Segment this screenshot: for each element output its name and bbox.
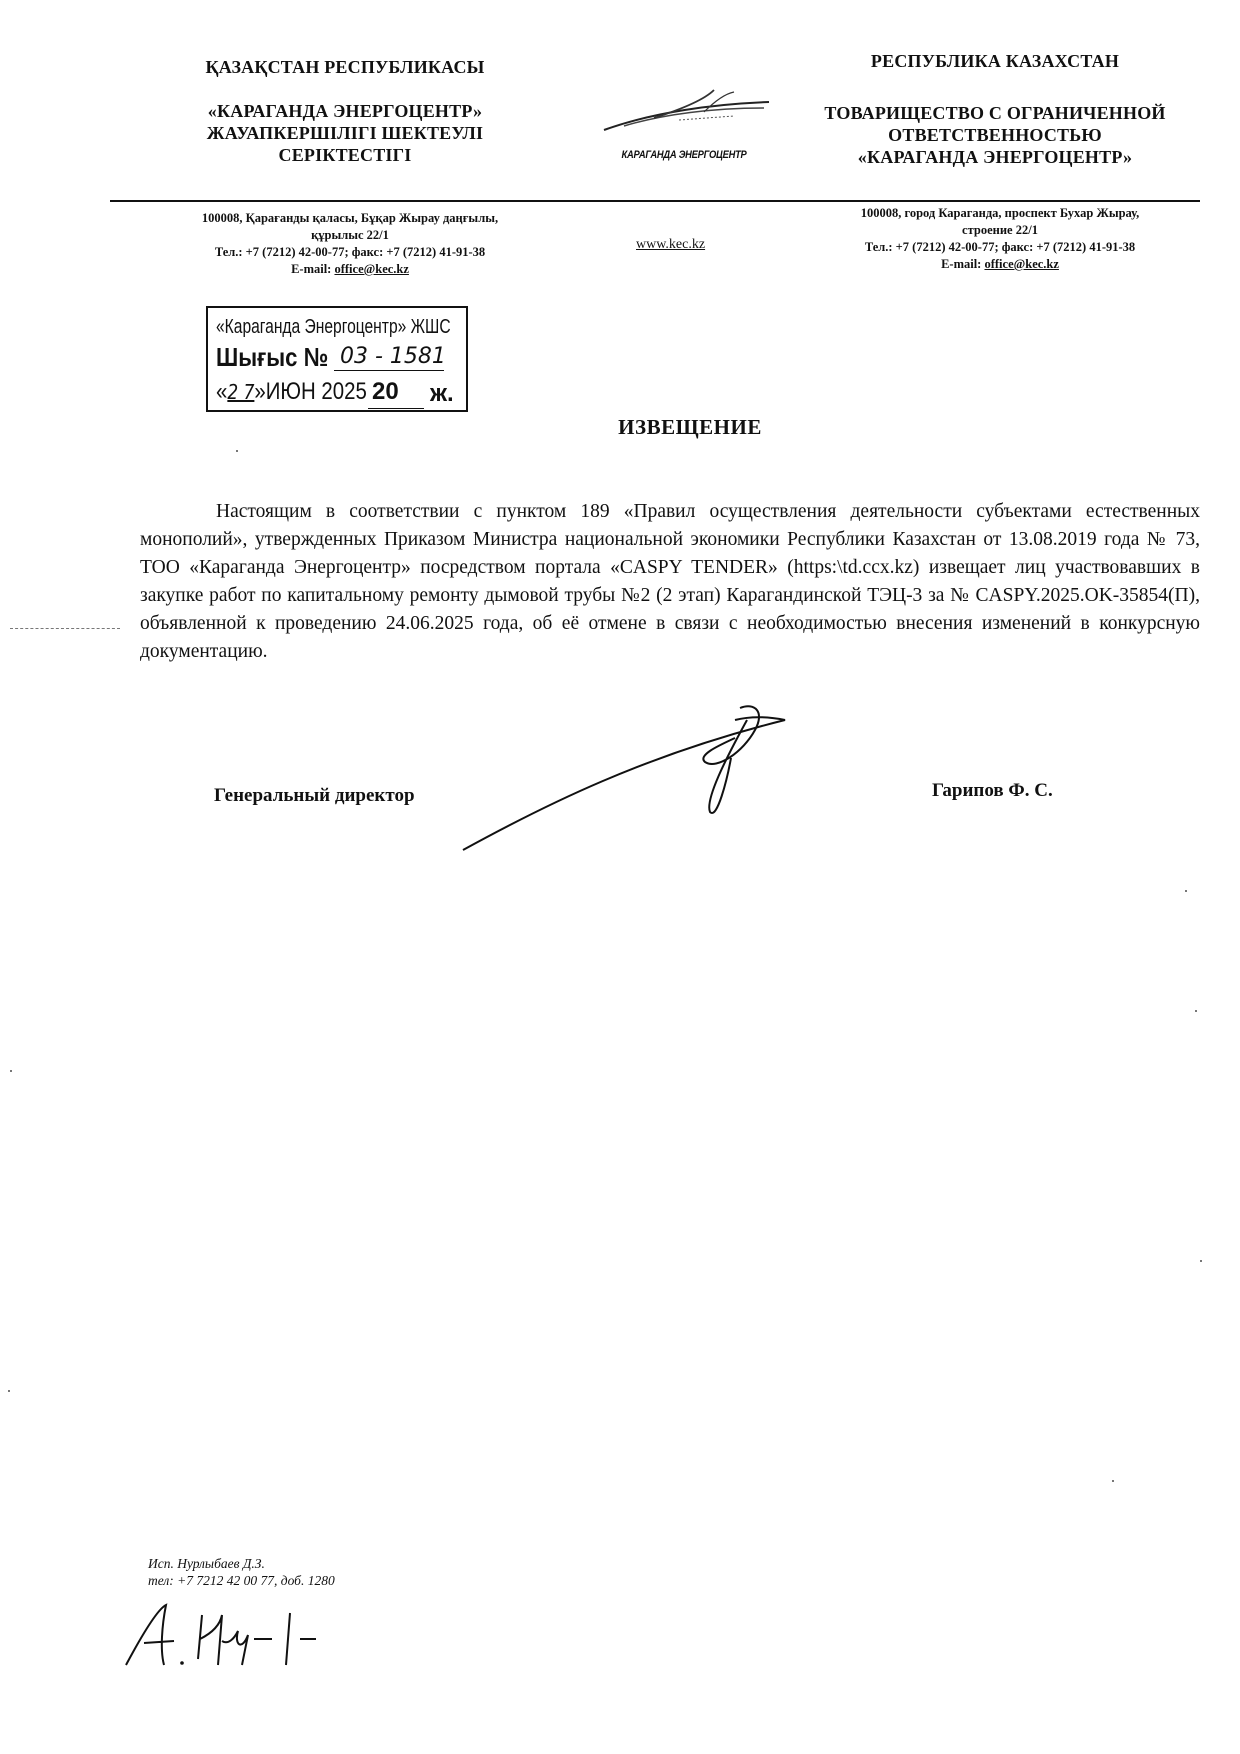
logo-swoosh-icon	[584, 82, 784, 144]
document-title: ИЗВЕЩЕНИЕ	[618, 415, 762, 439]
header-left-country: ҚАЗАҚСТАН РЕСПУБЛИКАСЫ	[205, 57, 485, 77]
executor-name: Исп. Нурлыбаев Д.З.	[148, 1556, 265, 1571]
address-left-building: құрылыс 22/1	[311, 228, 389, 242]
address-right-email-line: E-mail: office@kec.kz	[941, 257, 1059, 271]
scan-artifact	[1200, 1260, 1202, 1262]
address-left-email-line: E-mail: office@kec.kz	[291, 262, 409, 276]
scan-artifact	[1112, 1480, 1114, 1482]
scan-artifact	[236, 450, 238, 452]
header-left-form1: ЖАУАПКЕРШІЛІГІ ШЕКТЕУЛІ	[206, 123, 484, 143]
scan-artifact	[1195, 1010, 1197, 1012]
stamp-company: «Караганда Энергоцентр» ЖШС	[216, 316, 451, 338]
website-link[interactable]: www.kec.kz	[636, 237, 706, 252]
stamp-year-prefix: 20	[372, 378, 399, 405]
stamp-month: ИЮН 2025	[265, 378, 367, 405]
director-signature-icon	[455, 700, 815, 860]
address-right-building: строение 22/1	[962, 223, 1038, 237]
stamp-outgoing-number: 03 - 1581	[340, 344, 446, 369]
outgoing-stamp	[206, 306, 468, 412]
address-left-phone: Тел.: +7 (7212) 42-00-77; факс: +7 (7212) 41-91-38	[214, 245, 486, 259]
header-left-form2: СЕРІКТЕСТІГІ	[278, 145, 412, 165]
scan-artifact	[1185, 890, 1187, 892]
header-right	[780, 50, 1210, 168]
address-right-email[interactable]: office@kec.kz	[984, 257, 1059, 271]
header-right-form1: ТОВАРИЩЕСТВО С ОГРАНИЧЕННОЙ	[824, 103, 1166, 123]
document-body	[140, 498, 1200, 666]
executor-phone: тел: +7 7212 42 00 77, доб. 1280	[148, 1573, 335, 1588]
header-right-form2: ОТВЕТСТВЕННОСТЬЮ	[888, 125, 1102, 145]
header-left	[120, 56, 570, 166]
logo-text: КАРАГАНДА ЭНЕРГОЦЕНТР	[621, 149, 747, 161]
executor-signature-icon	[122, 1595, 342, 1675]
signatory-name: Гарипов Ф. С.	[932, 780, 1053, 801]
address-left	[140, 210, 560, 278]
scan-artifact	[8, 1390, 10, 1392]
scan-artifact-line	[10, 628, 120, 629]
stamp-date-line: «2 7»ИЮН 2025	[216, 378, 367, 405]
header-left-company: «КАРАГАНДА ЭНЕРГОЦЕНТР»	[207, 101, 483, 121]
signatory-position: Генеральный директор	[214, 785, 415, 806]
address-right	[790, 205, 1210, 273]
scan-artifact	[10, 1070, 12, 1072]
header-right-country: РЕСПУБЛИКА КАЗАХСТАН	[870, 51, 1120, 71]
address-right-street: 100008, город Караганда, проспект Бухар Жырау,	[860, 206, 1140, 220]
stamp-day: 2 7	[227, 380, 255, 404]
header-divider	[110, 200, 1200, 202]
body-paragraph: Настоящим в соответствии с пунктом 189 «Правил осуществления деятельности субъектами естественных монополий», утвержденных Приказом Министра национальной экономики Республики Казахстан от 13.08.2019 года № 73, ТОО «Караганда Энергоцентр» посредством портала «CASPY TENDER» (https:\td.ccx.kz) извещает лиц участвовавших в закупке работ по капитальному ремонту дымовой трубы №2 (2 этап) Карагандинской ТЭЦ-3 за № CASPY.2025.OK-35854(П), объявленной к проведению 24.06.2025 года, об её отмене в связи с необходимостью внесения изменений в конкурсную документацию.	[140, 501, 1200, 662]
stamp-outgoing-label: Шығыс №	[216, 342, 329, 372]
executor-block	[148, 1555, 335, 1589]
company-logo	[584, 82, 784, 172]
address-left-street: 100008, Қарағанды қаласы, Бұқар Жырау даңғылы,	[201, 211, 499, 225]
address-left-email[interactable]: office@kec.kz	[334, 262, 409, 276]
stamp-year-suffix: ж.	[430, 380, 454, 407]
address-right-phone: Тел.: +7 (7212) 42-00-77; факс: +7 (7212) 41-91-38	[864, 240, 1136, 254]
header-right-company: «КАРАГАНДА ЭНЕРГОЦЕНТР»	[857, 147, 1133, 167]
